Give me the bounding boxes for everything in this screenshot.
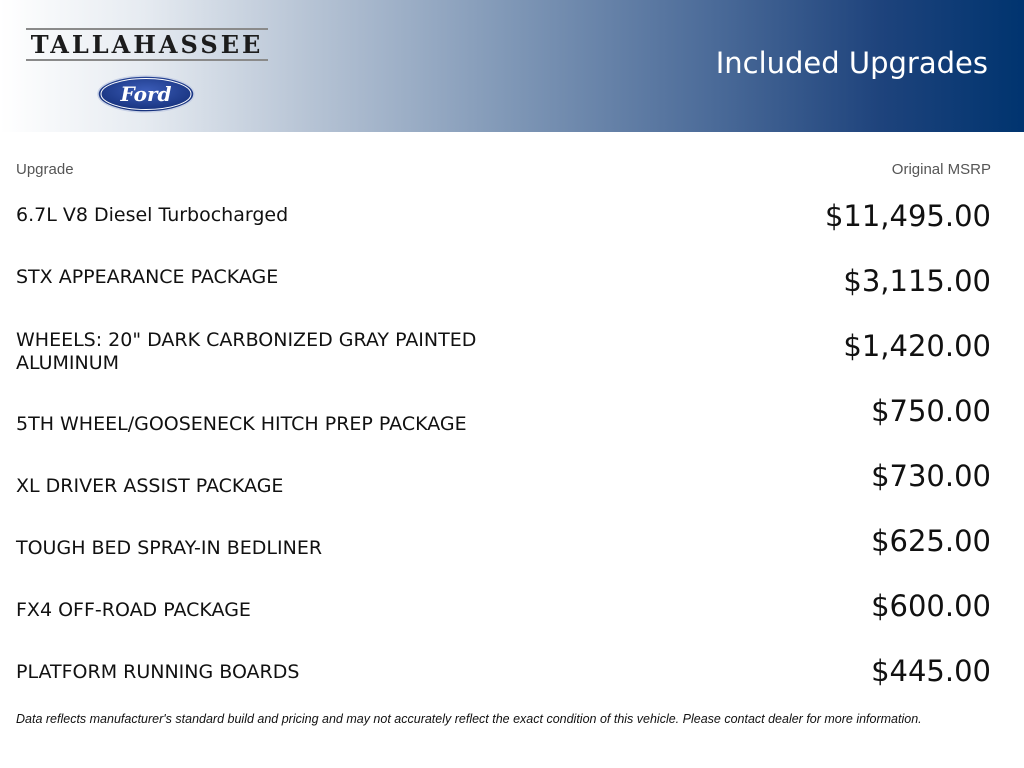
upgrade-price: $11,495.00	[824, 199, 991, 233]
upgrade-name: STX APPEARANCE PACKAGE	[16, 266, 279, 288]
ford-logo	[97, 75, 195, 113]
header-banner	[0, 0, 1024, 132]
upgrade-price: $445.00	[871, 654, 991, 688]
disclaimer-text: Data reflects manufacturer's standard build and pricing and may not accurately reflect the exact condition of this vehicle. Please contact dealer for more information.	[16, 712, 922, 726]
upgrade-name: PLATFORM RUNNING BOARDS	[16, 661, 300, 683]
upgrade-price: $1,420.00	[843, 329, 991, 363]
upgrade-name: WHEELS: 20" DARK CARBONIZED GRAY PAINTED ALUMINUM	[16, 329, 477, 374]
ford-logo-text: Ford	[120, 82, 172, 106]
upgrade-name: 5TH WHEEL/GOOSENECK HITCH PREP PACKAGE	[16, 413, 467, 435]
upgrade-name: FX4 OFF-ROAD PACKAGE	[16, 599, 251, 621]
dealer-name: TALLAHASSEE	[26, 28, 268, 61]
page-title: Included Upgrades	[715, 46, 988, 80]
upgrade-price: $625.00	[871, 524, 991, 558]
column-header-msrp: Original MSRP	[891, 161, 991, 178]
upgrade-price: $730.00	[871, 459, 991, 493]
upgrade-name: 6.7L V8 Diesel Turbocharged	[16, 204, 289, 226]
upgrade-name: XL DRIVER ASSIST PACKAGE	[16, 475, 284, 497]
upgrade-price: $600.00	[871, 589, 991, 623]
upgrade-price: $3,115.00	[843, 264, 991, 298]
upgrade-name: TOUGH BED SPRAY-IN BEDLINER	[16, 537, 323, 559]
column-header-upgrade: Upgrade	[16, 161, 74, 178]
upgrade-price: $750.00	[871, 394, 991, 428]
